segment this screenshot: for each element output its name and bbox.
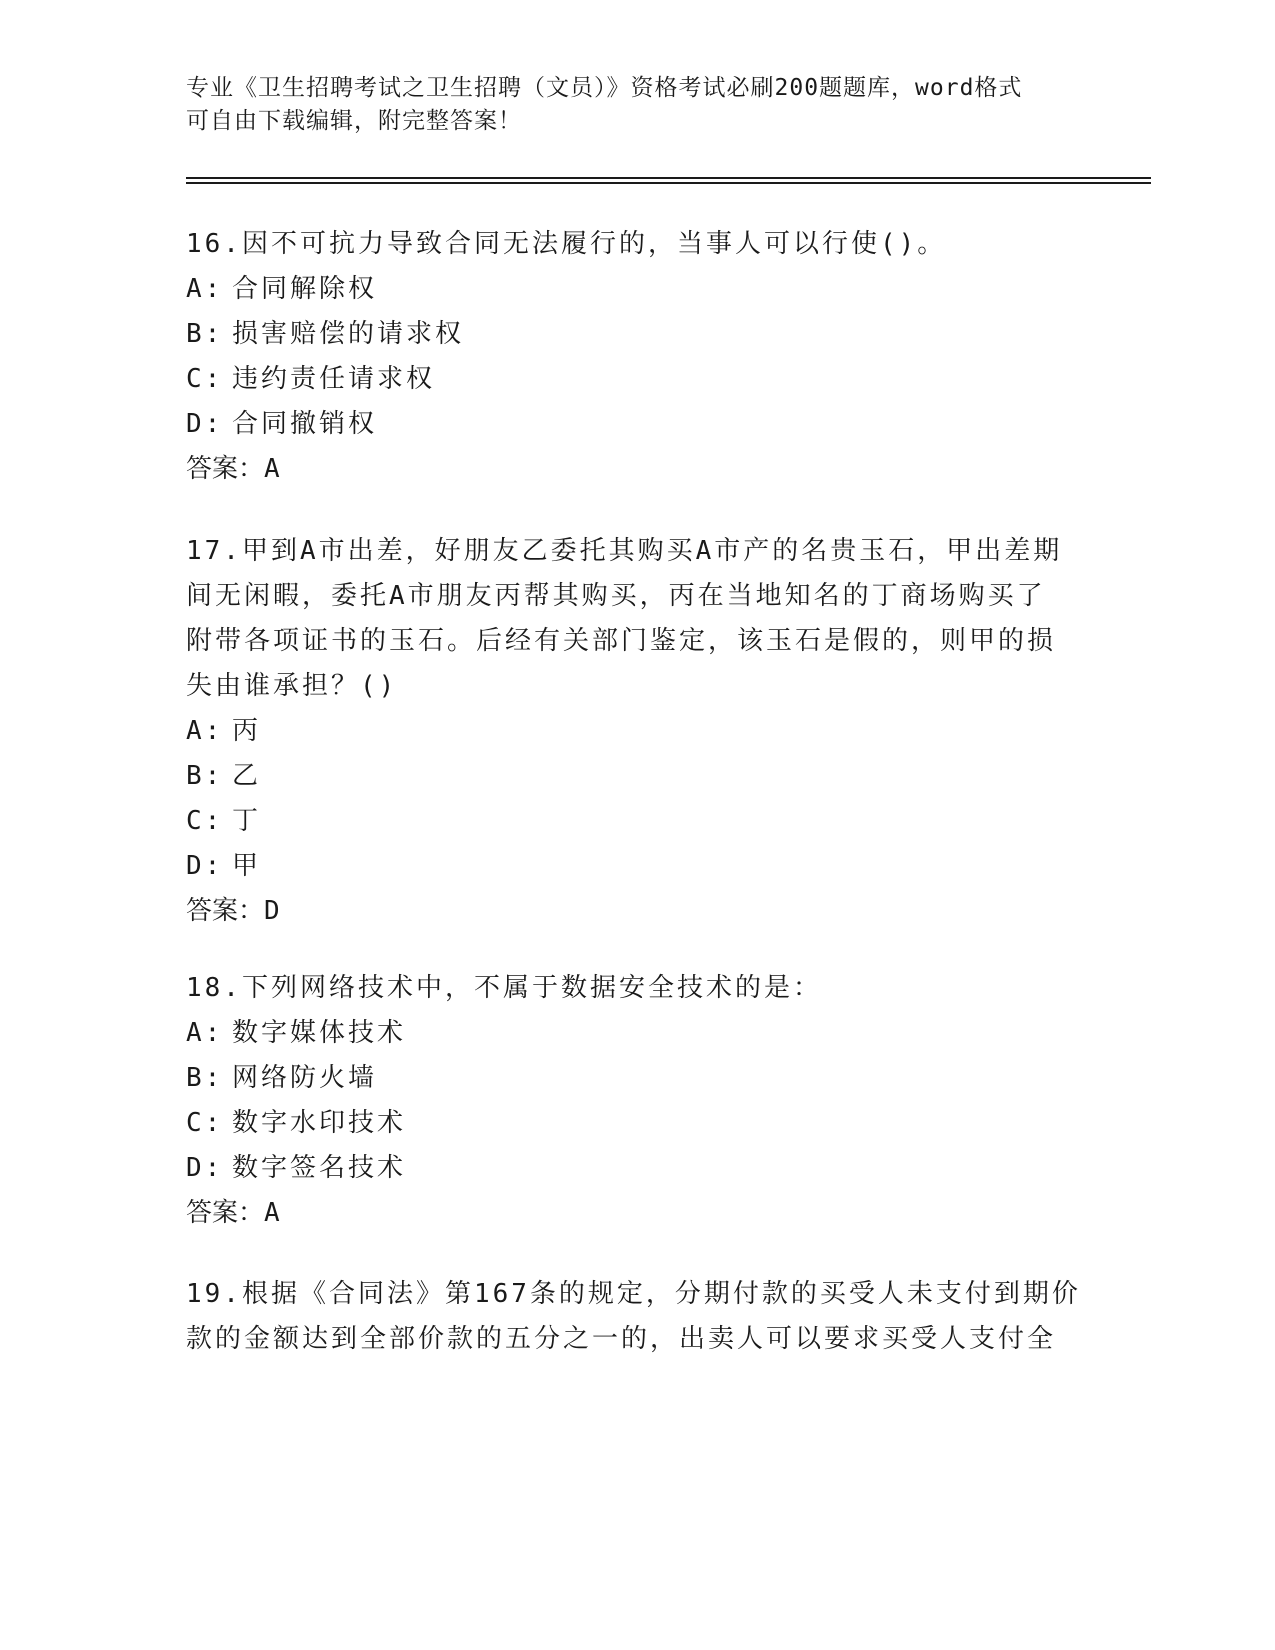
- option-text: 合同解除权: [232, 274, 378, 304]
- option-b: [186, 1056, 1086, 1101]
- option-letter: C:: [186, 364, 224, 394]
- question-stem: 16.因不可抗力导致合同无法履行的，当事人可以行使()。: [186, 229, 947, 259]
- question-stem: 18.下列网络技术中，不属于数据安全技术的是：: [186, 973, 822, 1003]
- header-divider-bottom: [186, 182, 1151, 184]
- option-d: [186, 844, 1086, 889]
- option-text: 损害赔偿的请求权: [232, 319, 465, 349]
- answer-label: 答案：: [186, 454, 265, 484]
- option-text: 甲: [232, 851, 262, 881]
- header-divider-top: [186, 177, 1151, 179]
- answer-line: [186, 889, 1086, 934]
- option-letter: B:: [186, 761, 224, 791]
- option-letter: C:: [186, 1108, 224, 1138]
- option-text: 违约责任请求权: [232, 364, 436, 394]
- option-letter: D:: [186, 1153, 224, 1183]
- option-text: 合同撤销权: [232, 409, 378, 439]
- option-a: [186, 709, 1086, 754]
- option-a: [186, 1011, 1086, 1056]
- question-stem-line-1: 19.根据《合同法》第167条的规定，分期付款的买受人未支付到期价: [186, 1279, 1081, 1309]
- option-c: [186, 799, 1086, 844]
- option-text: 数字媒体技术: [232, 1018, 407, 1048]
- answer-value: A: [264, 454, 283, 484]
- option-letter: D:: [186, 851, 224, 881]
- option-letter: A:: [186, 274, 224, 304]
- document-header: [186, 72, 1086, 138]
- option-letter: A:: [186, 716, 224, 746]
- option-text: 数字签名技术: [232, 1153, 407, 1183]
- answer-label: 答案：: [186, 896, 265, 926]
- option-text: 丁: [232, 806, 262, 836]
- option-letter: C:: [186, 806, 224, 836]
- answer-value: D: [264, 896, 283, 926]
- header-line-1: 专业《卫生招聘考试之卫生招聘（文员）》资格考试必刷200题题库，word格式: [186, 75, 1023, 101]
- option-text: 乙: [232, 761, 262, 791]
- header-line-2: 可自由下载编辑，附完整答案！: [186, 108, 522, 134]
- question-18: [186, 966, 1086, 1236]
- option-letter: A:: [186, 1018, 224, 1048]
- option-letter: B:: [186, 1063, 224, 1093]
- option-c: [186, 357, 1086, 402]
- option-d: [186, 402, 1086, 447]
- option-d: [186, 1146, 1086, 1191]
- answer-line: [186, 447, 1086, 492]
- question-17: [186, 529, 1086, 934]
- question-19: [186, 1272, 1086, 1362]
- option-b: [186, 754, 1086, 799]
- option-a: [186, 267, 1086, 312]
- answer-line: [186, 1191, 1086, 1236]
- question-stem-line-2: 款的金额达到全部价款的五分之一的，出卖人可以要求买受人支付全: [186, 1324, 1057, 1354]
- option-text: 网络防火墙: [232, 1063, 378, 1093]
- option-text: 数字水印技术: [232, 1108, 407, 1138]
- question-stem-line-2: 间无闲暇，委托A市朋友丙帮其购买，丙在当地知名的丁商场购买了: [186, 581, 1046, 611]
- option-b: [186, 312, 1086, 357]
- option-letter: D:: [186, 409, 224, 439]
- option-text: 丙: [232, 716, 262, 746]
- option-c: [186, 1101, 1086, 1146]
- question-16: [186, 222, 1086, 492]
- question-stem-line-3: 附带各项证书的玉石。后经有关部门鉴定，该玉石是假的，则甲的损: [186, 626, 1057, 656]
- question-stem-line-1: 17.甲到A市出差，好朋友乙委托其购买A市产的名贵玉石，甲出差期: [186, 536, 1063, 566]
- option-letter: B:: [186, 319, 224, 349]
- question-stem-line-4: 失由谁承担？(): [186, 671, 398, 701]
- answer-label: 答案：: [186, 1198, 265, 1228]
- answer-value: A: [264, 1198, 283, 1228]
